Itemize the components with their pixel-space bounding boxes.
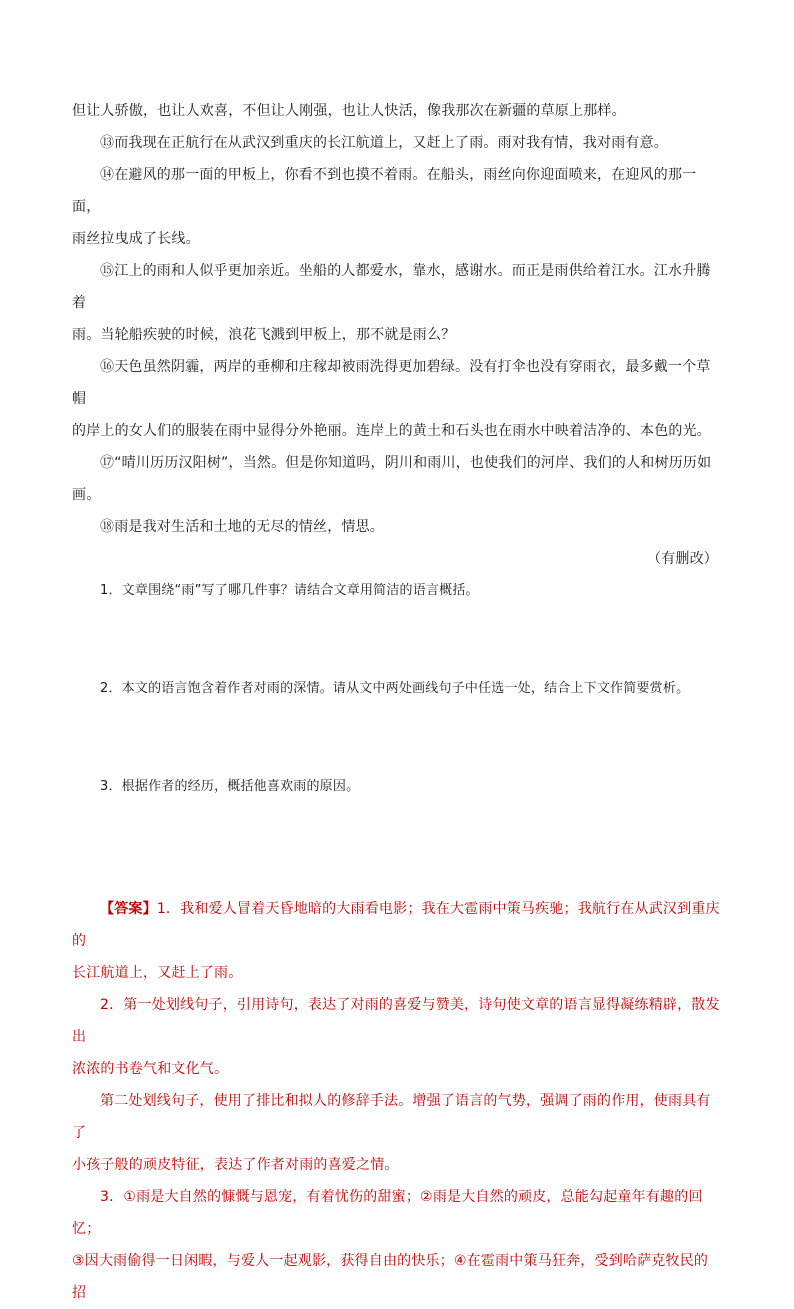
answer-1-line-1	[72, 893, 722, 957]
paragraph-14-line-1: ⑭在避风的那一面的甲板上，你看不到也摸不着雨。在船头，雨丝向你迎面喷来，在迎风的那一面，	[72, 167, 697, 215]
document-page	[72, 95, 722, 1309]
paragraph-16-line-1: ⑯天色虽然阴霾，两岸的垂柳和庄稼却被雨洗得更加碧绿。没有打伞也没有穿雨衣，最多戴一个草帽	[72, 359, 711, 407]
question-2: 2．本文的语言饱含着作者对雨的深情。请从文中两处画线句子中任选一处，结合上下文作简要赏析。	[100, 681, 690, 696]
answer-3-text: ①雨是大自然的慷慨与恩宠，有着忧伤的甜蜜；②雨是大自然的顽皮，总能勾起童年有趣的回忆；	[72, 1189, 703, 1237]
answer-1-text: 1．我和爱人冒着天昏地暗的大雨看电影；我在大雹雨中策马疾驰；我航行在从武汉到重庆的	[72, 901, 720, 949]
paragraph-18: ⑱雨是我对生活和土地的无尽的情丝，情思。	[100, 519, 384, 535]
source-note: （有删改）	[647, 551, 718, 567]
answer-2b-line-1: 第二处划线句子，使用了排比和拟人的修辞手法。增强了语言的气势，强调了雨的作用，使雨具有了	[72, 1093, 711, 1141]
paragraph-15-line-2: 雨。当轮船疾驶的时候，浪花飞溅到甲板上，那不就是雨么？	[72, 327, 456, 343]
paragraph-15-line-1: ⑮江上的雨和人似乎更加亲近。坐船的人都爱水，靠水，感谢水。而正是雨供给着江水。江水升腾着	[72, 263, 711, 311]
paragraph-16-line-2: 的岸上的女人们的服装在雨中显得分外艳丽。连岸上的黄土和石头也在雨水中映着洁净的、本色的光。	[72, 423, 711, 439]
paragraph-continued: 但让人骄傲，也让人欢喜，不但让人刚强，也让人快活，像我那次在新疆的草原上那样。	[72, 103, 626, 119]
answer-space-1	[72, 607, 722, 673]
answer-3-number: 3．	[100, 1189, 124, 1205]
answer-tag: 【答案】	[100, 901, 157, 917]
paragraph-14-line-2: 雨丝拉曳成了长线。	[72, 231, 200, 247]
answer-2-line-2: 浓浓的书卷气和文化气。	[72, 1061, 229, 1077]
answer-2-line-1: 2．第一处划线句子，引用诗句，表达了对雨的喜爱与赞美，诗句使文章的语言显得凝练精辟，散发出	[72, 997, 720, 1045]
question-1: 1．文章围绕“雨”写了哪几件事？请结合文章用简洁的语言概括。	[100, 583, 479, 598]
answer-3-line-1	[72, 1181, 722, 1245]
question-3: 3．根据作者的经历，概括他喜欢雨的原因。	[100, 779, 360, 794]
answer-2b-line-2: 小孩子般的顽皮特征，表达了作者对雨的喜爱之情。	[72, 1157, 399, 1173]
paragraph-13: ⑬而我现在正航行在从武汉到重庆的长江航道上，又赶上了雨。雨对我有情，我对雨有意。	[100, 135, 668, 151]
answer-space-2	[72, 705, 722, 771]
answer-space-3	[72, 803, 722, 893]
paragraph-17: ⑰“晴川历历汉阳树”，当然。但是你知道吗，阴川和雨川，也使我们的河岸、我们的人和树历历如画。	[72, 455, 712, 503]
answer-1-line-2: 长江航道上，又赶上了雨。	[72, 965, 243, 981]
answer-3-line-2: ③因大雨偷得一日闲暇，与爱人一起观影，获得自由的快乐；④在雹雨中策马狂奔，受到哈萨克牧民的招	[72, 1253, 709, 1301]
